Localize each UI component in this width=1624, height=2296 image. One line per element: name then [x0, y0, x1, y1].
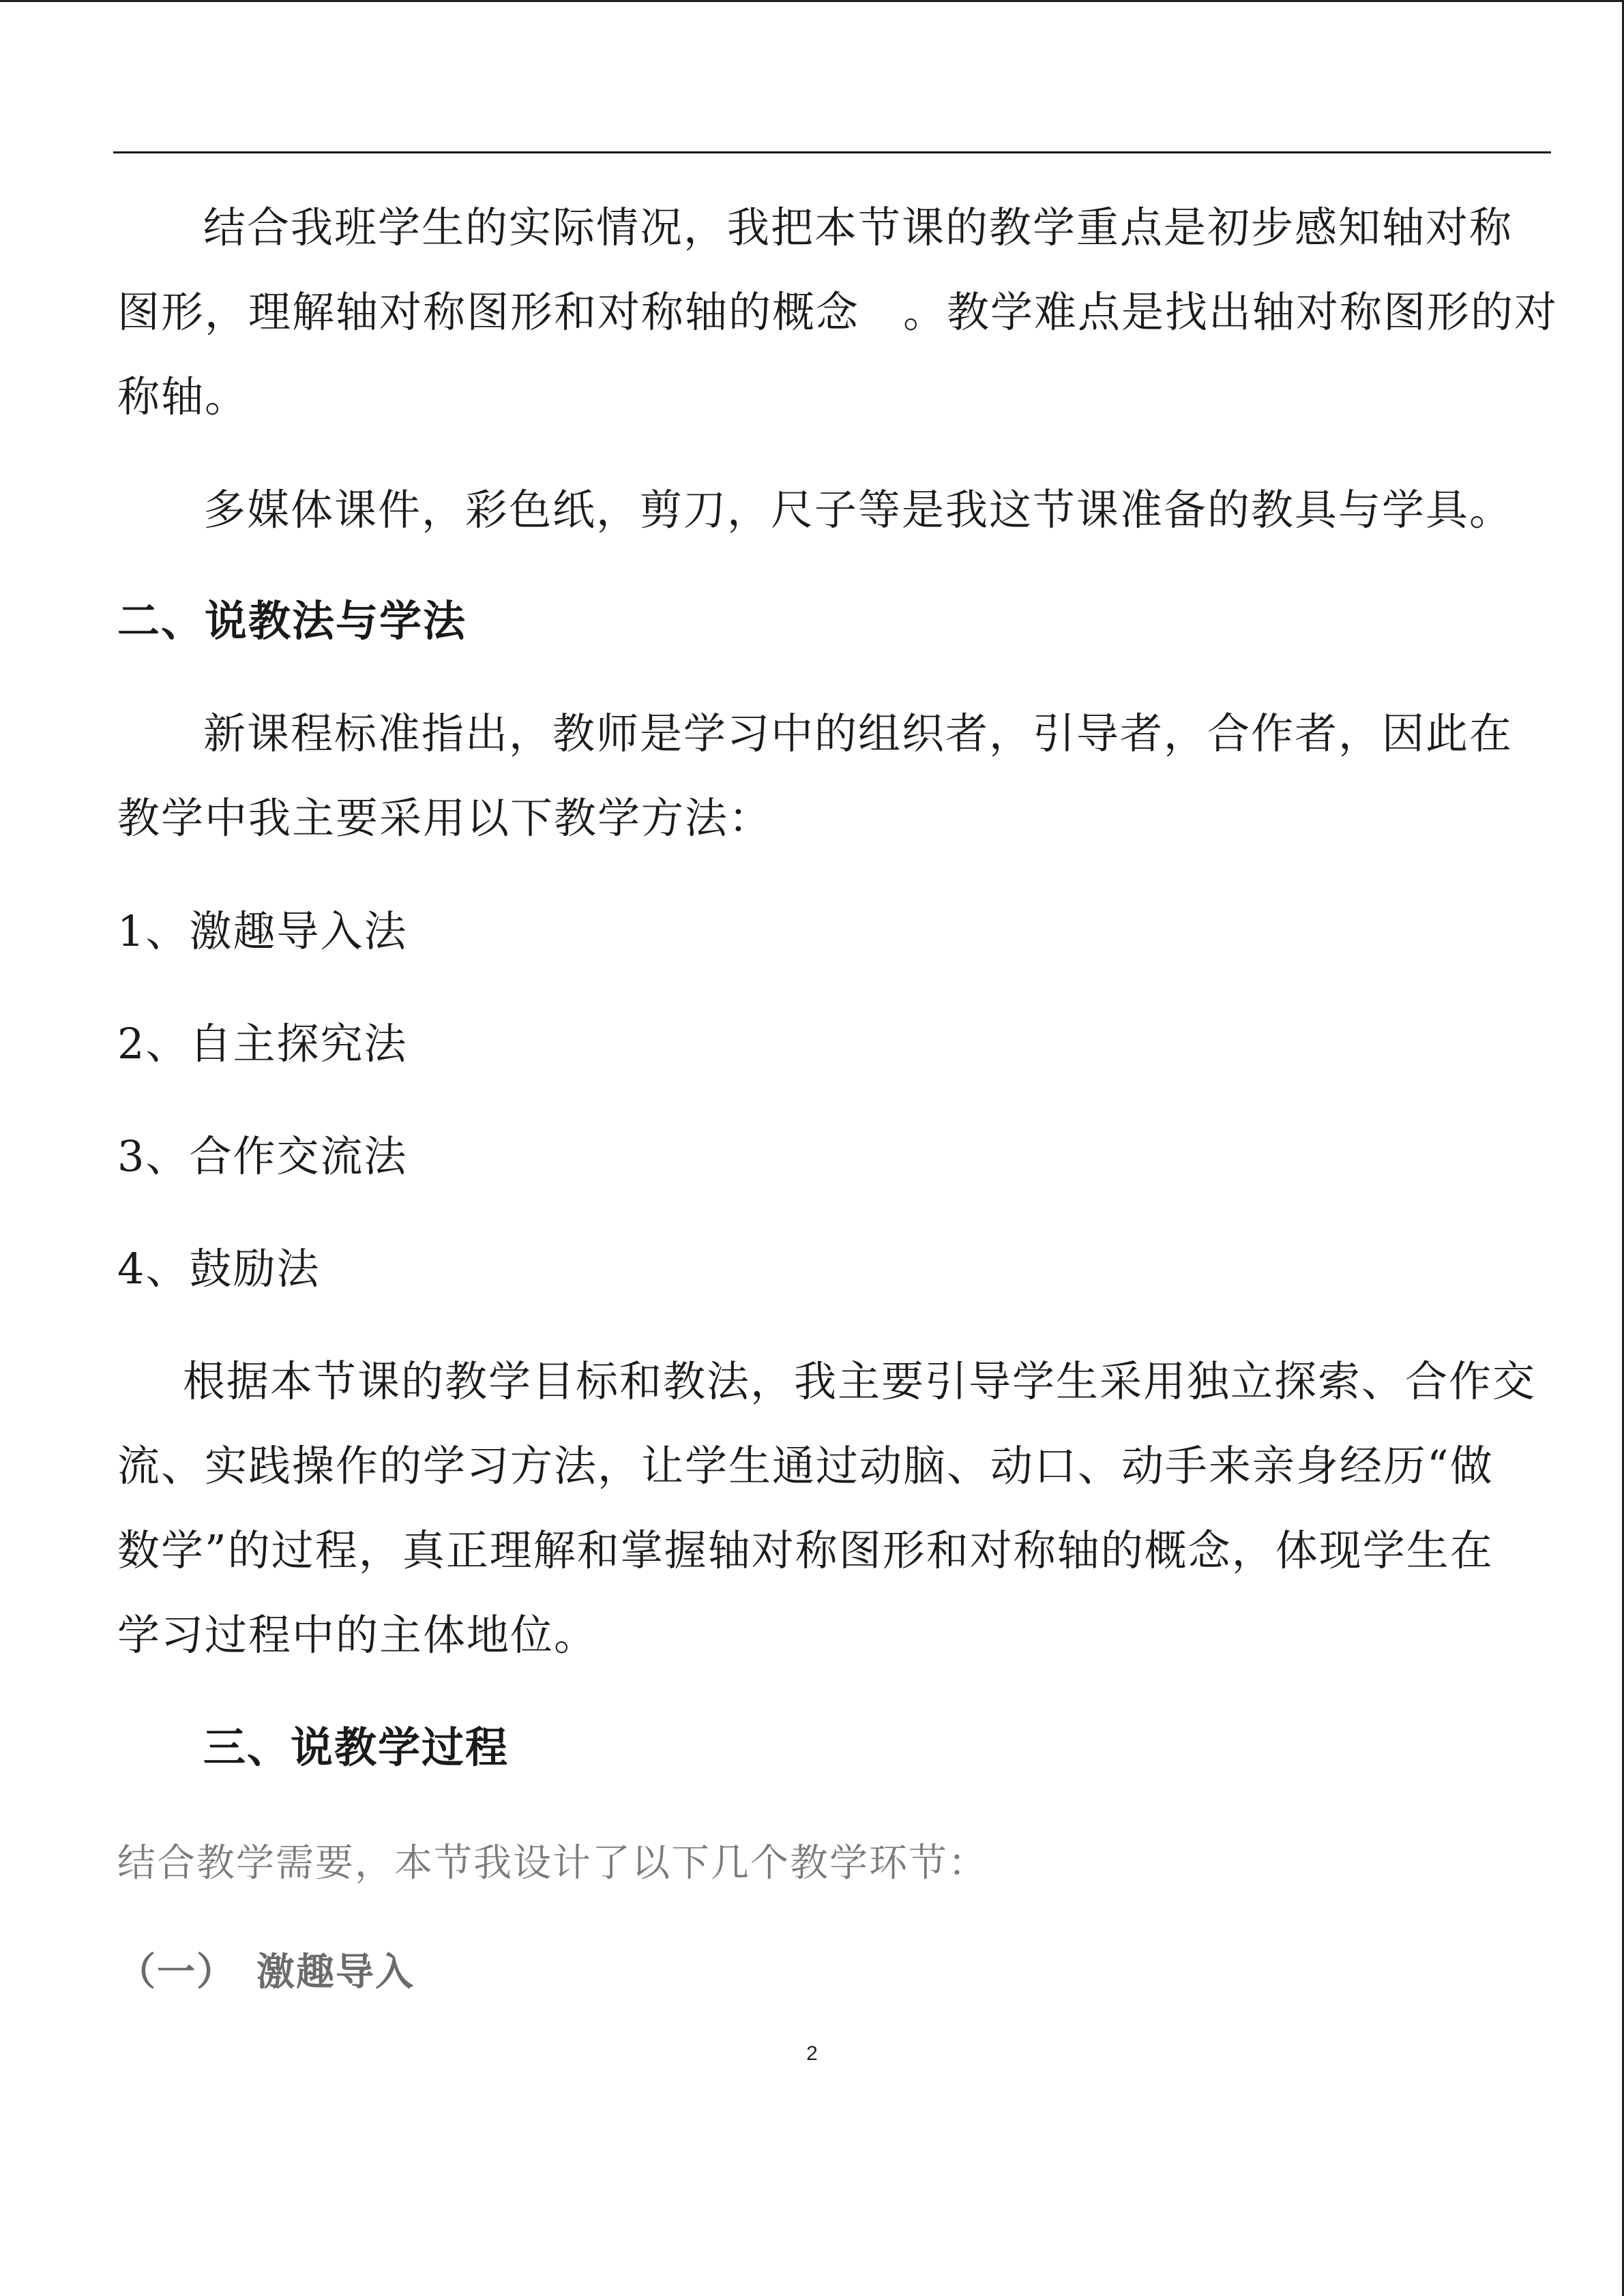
method-item: 2、自主探究法	[117, 1019, 408, 1069]
paragraph3-line1: 新课程标准指出，教师是学习中的组织者，引导者，合作者，因此在	[203, 709, 1514, 758]
paragraph4-line4: 学习过程中的主体地位。	[117, 1610, 598, 1660]
paragraph2: 多媒体课件，彩色纸，剪刀，尺子等是我这节课准备的教具与学具。	[203, 485, 1514, 535]
method-item: 3、合作交流法	[117, 1131, 408, 1181]
section-heading-3: 三、说教学过程	[203, 1723, 510, 1772]
page-number: 2	[806, 2042, 818, 2065]
paragraph1-line2: 图形，理解轴对称图形和对称轴的概念 。教学难点是找出轴对称图形的对	[117, 287, 1559, 337]
page-border-top	[0, 0, 1624, 2]
paragraph4-line3: 数学”的过程，真正理解和掌握轴对称图形和对称轴的概念，体现学生在	[117, 1525, 1494, 1575]
paragraph4-line1: 根据本节课的教学目标和教法，我主要引导学生采用独立探索、合作交	[183, 1356, 1537, 1406]
paragraph1-line3: 称轴。	[117, 372, 249, 421]
paragraph4-line2: 流、实践操作的学习方法，让学生通过动脑、动口、动手来亲身经历“做	[117, 1441, 1494, 1491]
paragraph1-line1: 结合我班学生的实际情况，我把本节课的教学重点是初步感知轴对称	[203, 203, 1514, 252]
section-heading-2: 二、说教法与学法	[117, 596, 467, 646]
intro-line: 结合教学需要，本节我设计了以下几个教学环节：	[117, 1841, 988, 1885]
method-item: 1、激趣导入法	[117, 906, 408, 956]
subheading: （一） 激趣导入	[117, 1950, 415, 1995]
header-rule	[113, 151, 1551, 153]
paragraph3-line2: 教学中我主要采用以下教学方法：	[117, 793, 773, 843]
method-item: 4、鼓励法	[117, 1244, 321, 1294]
